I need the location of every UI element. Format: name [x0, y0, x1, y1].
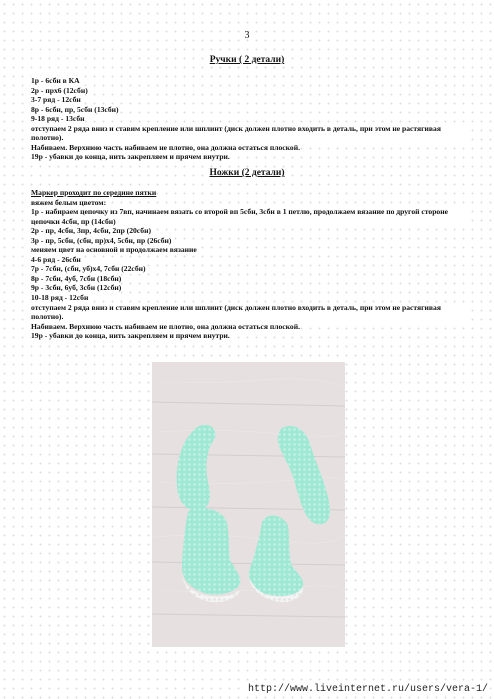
instruction-line: 9р - 3сбн, 6уб, 3сбн (12сбн) [31, 283, 122, 293]
instruction-line: 2р - пр, 4сбн, 3пр, 4сбн, 2пр (20сбн) [31, 226, 151, 236]
instruction-line: 9-18 ряд - 13сбн [31, 114, 85, 124]
instruction-line: 10-18 ряд - 12сбн [31, 293, 89, 303]
legs-section-title: Ножки (2 детали) [209, 168, 285, 178]
instruction-line: 3р - пр, 5сбн, (сбн, пр)х4, 5сбн, пр (26сбн) [31, 235, 172, 245]
arms-section-title: Ручки ( 2 детали) [209, 55, 285, 65]
marker-note: Маркер проходит по середине пятки [31, 188, 157, 197]
crochet-parts-photo [152, 362, 345, 647]
instruction-line: вяжем белым цветом: [31, 197, 107, 207]
instruction-line: 8р - 7сбн, 4уб, 7сбн (18сбн) [31, 273, 122, 283]
legs-instructions [31, 188, 471, 341]
instruction-line: 19р - убавки до конца, нить закрепляем и прячем внутри. [31, 152, 230, 162]
source-watermark[interactable]: http://www.liveinternet.ru/users/vera-1/ [247, 684, 488, 695]
arms-instructions [31, 76, 471, 162]
instruction-line: 4-6 ряд - 26сбн [31, 254, 81, 264]
instruction-line: 1р - набираем цепочку из 7вп, начинаем вязать со второй вп 5сбн, 3сбн в 1 петлю, продолжаем вязание по другой стороне цепочки 4сбн, пр (14сбн) [31, 207, 471, 226]
instruction-line: 1р - 6сбн в КА [31, 76, 80, 85]
instruction-line: отступаем 2 ряда вниз и ставим крепление или шплинт (диск должен плотно входить в деталь, при этом не растягивая полотно). [31, 303, 471, 322]
instruction-line: 19р - убавки до конца, нить закрепляем и прячем внутри. [31, 331, 230, 341]
instruction-line: меняем цвет на основной и продолжаем вязание [31, 245, 197, 255]
instruction-line: 7р - 7сбн, (сбн, уб)х4, 7сбн (22сбн) [31, 264, 146, 274]
instruction-line: отступаем 2 ряда вниз и ставим крепление или шплинт (диск должен плотно входить в деталь, при этом не растягивая полотно). [31, 124, 471, 143]
page-number: 3 [244, 30, 250, 41]
instruction-line: Набиваем. Верхнюю часть набиваем не плотно, она должна остаться плоской. [31, 321, 301, 331]
instruction-line: 3-7 ряд - 12сбн [31, 95, 81, 105]
instruction-line: 8р - 6сбн, пр, 5сбн (13сбн) [31, 104, 119, 114]
instruction-line: Набиваем. Верхнюю часть набиваем не плотно, она должна остаться плоской. [31, 142, 301, 152]
instruction-line: 2р - прх6 (12сбн) [31, 85, 88, 95]
